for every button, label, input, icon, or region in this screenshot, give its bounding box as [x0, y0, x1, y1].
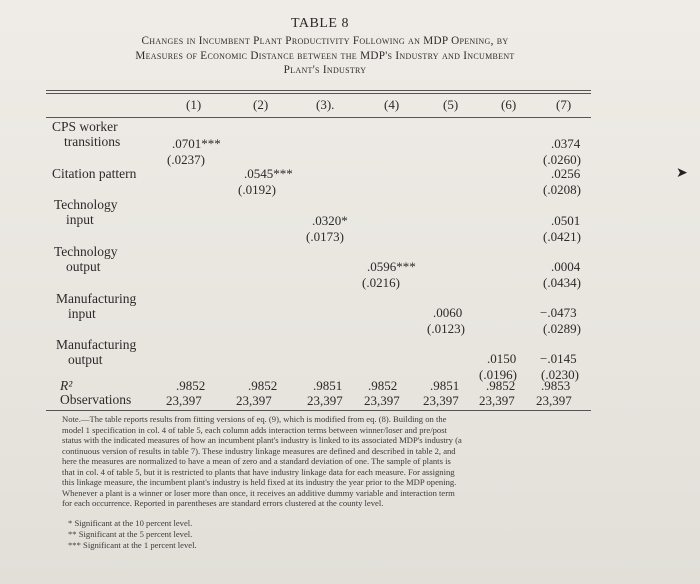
row-label-mfg-output: Manufacturing output	[56, 337, 137, 367]
cell-tech-output-se: (.0216)	[362, 275, 400, 290]
table-note: Note.—The table reports results from fitting versions of eq. (9), which is modified from eq. (8). Building on the model 1 specification in col. 4 of table 5, each column adds interaction terms between winner/loser and pre/post status with the indicated measures of how an incumbent plant's industry is linked to its associated MDP's industry (a continuous version of results in table 7). These industry linkage measures are defined and described in table 2, and here the measures are normalized to have a mean of zero and a standard deviation of one. The sample of plants is that in col. 4 of table 5, but it is restricted to plants that have industry linkage data for each measure. For assigning this linkage measure, the incumbent plant's industry is held fixed at its industry the year prior to the MDP opening. Whenever a plant is a winner or loser more than once, it receives an additive dummy variable and interaction term for each occurrence. Reported in parentheses are standard errors clustered at the county level.	[62, 414, 462, 508]
header-rule	[46, 117, 591, 118]
cell-cps-se: (.0237)	[167, 152, 205, 167]
table-title: TABLE 8	[291, 16, 349, 31]
cell-mfg-input-c7se: (.0289)	[543, 321, 581, 336]
caption-line: Plant's Industry	[283, 64, 367, 76]
cell-r2: .9852	[486, 378, 516, 393]
cell-r2: .9851	[313, 378, 343, 393]
cell-tech-input-c7se: (.0421)	[543, 229, 581, 244]
footnote-10pct: * Significant at the 10 percent level.	[68, 518, 193, 528]
cell-mfg-output-se: (.0196)	[479, 367, 517, 382]
cell-observations: 23,397	[536, 393, 572, 408]
row-label-r2: R²	[60, 378, 73, 393]
row-label-tech-input: Technology input	[54, 197, 118, 227]
row-label-tech-output: Technology output	[54, 244, 118, 274]
row-label-observations: Observations	[60, 392, 132, 407]
cell-cps-coef: .0701***	[172, 136, 221, 151]
cell-observations: 23,397	[166, 393, 202, 408]
cell-mfg-output-c7se: (.0230)	[541, 367, 579, 382]
cell-r2: .9852	[248, 378, 278, 393]
cell-observations: 23,397	[307, 393, 343, 408]
cell-tech-output-c7se: (.0434)	[543, 275, 581, 290]
cell-mfg-output-coef: .0150	[487, 351, 517, 366]
cell-cps-c7: .0374	[551, 136, 581, 151]
cell-r2: .9852	[176, 378, 206, 393]
cell-tech-input-se: (.0173)	[306, 229, 344, 244]
cell-citation-coef: .0545***	[244, 166, 293, 181]
col-header-3: (3).	[316, 97, 335, 112]
cell-mfg-input-c7: −.0473	[540, 305, 577, 320]
row-label-citation: Citation pattern	[52, 166, 137, 181]
footnote-1pct: *** Significant at the 1 percent level.	[68, 540, 197, 550]
mouse-cursor-icon: ➤	[676, 166, 688, 181]
col-header-1: (1)	[186, 97, 202, 112]
cell-observations: 23,397	[364, 393, 400, 408]
table-caption	[40, 34, 610, 78]
col-header-4: (4)	[384, 97, 400, 112]
cell-tech-output-c7: .0004	[551, 259, 581, 274]
col-header-7: (7)	[556, 97, 572, 112]
top-rule	[46, 90, 591, 91]
col-header-5: (5)	[443, 97, 459, 112]
row-label-cps: CPS worker transitions	[52, 119, 121, 149]
col-header-2: (2)	[253, 97, 269, 112]
top-rule-double	[46, 93, 591, 94]
footnote-5pct: ** Significant at the 5 percent level.	[68, 529, 193, 539]
col-header-6: (6)	[501, 97, 517, 112]
cell-observations: 23,397	[479, 393, 515, 408]
caption-line: Changes in Incumbent Plant Productivity Following an MDP Opening, by	[141, 35, 509, 47]
cell-mfg-input-coef: .0060	[433, 305, 463, 320]
cell-tech-input-coef: .0320*	[312, 213, 348, 228]
cell-citation-se: (.0192)	[238, 182, 276, 197]
cell-citation-c7: .0256	[551, 166, 581, 181]
cell-cps-c7se: (.0260)	[543, 152, 581, 167]
cell-mfg-input-se: (.0123)	[427, 321, 465, 336]
cell-r2: .9852	[368, 378, 398, 393]
cell-citation-c7se: (.0208)	[543, 182, 581, 197]
cell-r2: .9851	[430, 378, 460, 393]
cell-tech-output-coef: .0596***	[367, 259, 416, 274]
cell-observations: 23,397	[236, 393, 272, 408]
bottom-rule	[46, 410, 591, 411]
caption-line: Measures of Economic Distance between the MDP's Industry and Incumbent	[135, 49, 515, 62]
cell-r2: .9853	[541, 378, 571, 393]
row-label-mfg-input: Manufacturing input	[56, 291, 137, 321]
cell-tech-input-c7: .0501	[551, 213, 581, 228]
cell-mfg-output-c7: −.0145	[540, 351, 577, 366]
cell-observations: 23,397	[423, 393, 459, 408]
